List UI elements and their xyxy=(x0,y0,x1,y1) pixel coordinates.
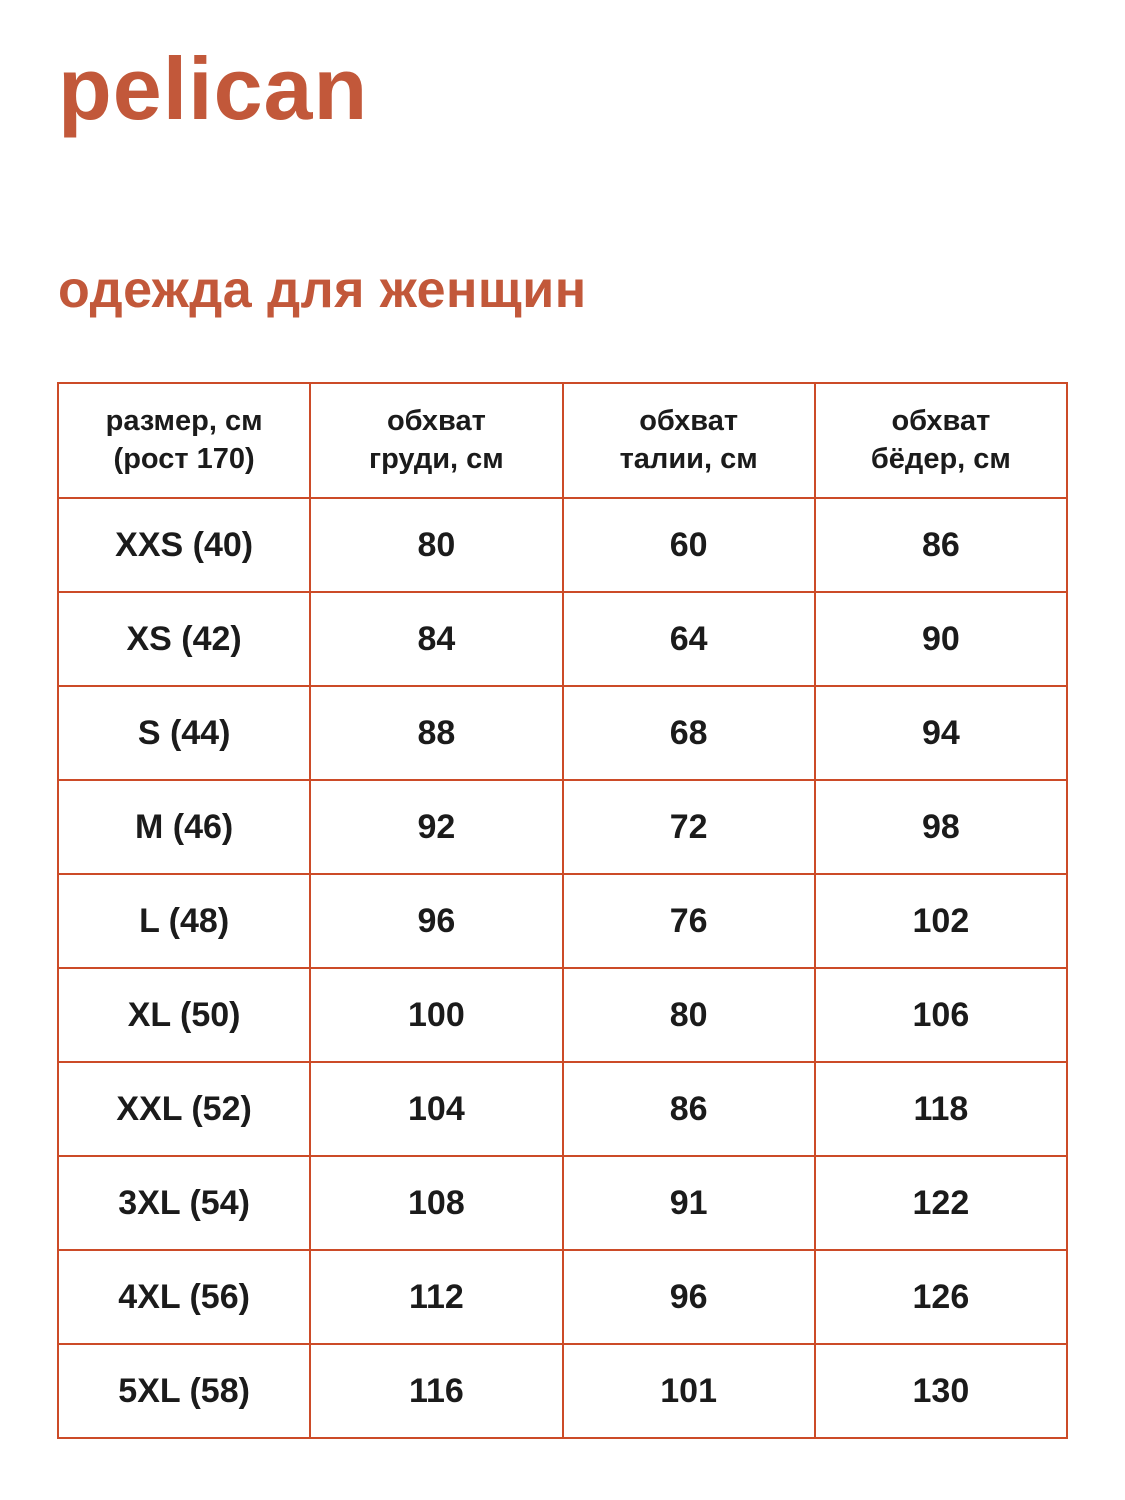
header-hips-line1: обхват xyxy=(891,404,991,437)
cell-waist: 96 xyxy=(563,1250,815,1344)
cell-waist: 86 xyxy=(563,1062,815,1156)
table-row xyxy=(58,1156,1067,1250)
header-chest-line2: груди, см xyxy=(369,442,504,475)
size-table-body xyxy=(58,498,1067,1438)
cell-chest: 80 xyxy=(310,498,562,592)
table-row xyxy=(58,968,1067,1062)
cell-size: S (44) xyxy=(58,686,310,780)
cell-size: 4XL (56) xyxy=(58,1250,310,1344)
header-waist-line1: обхват xyxy=(639,404,739,437)
cell-chest: 104 xyxy=(310,1062,562,1156)
cell-hips: 86 xyxy=(815,498,1067,592)
table-row xyxy=(58,592,1067,686)
header-waist-line2: талии, см xyxy=(619,442,758,475)
cell-hips: 102 xyxy=(815,874,1067,968)
cell-waist: 80 xyxy=(563,968,815,1062)
cell-size: XS (42) xyxy=(58,592,310,686)
cell-size: XXL (52) xyxy=(58,1062,310,1156)
cell-waist: 91 xyxy=(563,1156,815,1250)
cell-waist: 72 xyxy=(563,780,815,874)
cell-chest: 112 xyxy=(310,1250,562,1344)
cell-waist: 101 xyxy=(563,1344,815,1438)
header-chest xyxy=(310,383,562,498)
table-row xyxy=(58,874,1067,968)
cell-hips: 122 xyxy=(815,1156,1067,1250)
cell-size: XXS (40) xyxy=(58,498,310,592)
page-title: одежда для женщин xyxy=(58,261,587,319)
cell-waist: 76 xyxy=(563,874,815,968)
cell-size: M (46) xyxy=(58,780,310,874)
cell-size: XL (50) xyxy=(58,968,310,1062)
brand-logo: pelican xyxy=(58,39,369,138)
cell-size: 3XL (54) xyxy=(58,1156,310,1250)
cell-hips: 130 xyxy=(815,1344,1067,1438)
cell-waist: 64 xyxy=(563,592,815,686)
cell-hips: 98 xyxy=(815,780,1067,874)
cell-chest: 92 xyxy=(310,780,562,874)
header-size-line2: (рост 170) xyxy=(113,442,255,475)
header-chest-line1: обхват xyxy=(386,404,486,437)
table-row xyxy=(58,780,1067,874)
cell-hips: 90 xyxy=(815,592,1067,686)
cell-hips: 118 xyxy=(815,1062,1067,1156)
cell-hips: 126 xyxy=(815,1250,1067,1344)
cell-chest: 96 xyxy=(310,874,562,968)
header-size-line1: размер, см xyxy=(105,404,263,437)
cell-waist: 68 xyxy=(563,686,815,780)
table-row xyxy=(58,498,1067,592)
header-size xyxy=(58,383,310,498)
cell-chest: 88 xyxy=(310,686,562,780)
table-row xyxy=(58,1344,1067,1438)
header-hips xyxy=(815,383,1067,498)
header-hips-line2: бёдер, см xyxy=(870,442,1011,475)
cell-chest: 116 xyxy=(310,1344,562,1438)
table-row xyxy=(58,1062,1067,1156)
table-row xyxy=(58,686,1067,780)
size-table xyxy=(57,382,1068,1439)
size-table-head xyxy=(58,383,1067,498)
cell-waist: 60 xyxy=(563,498,815,592)
cell-hips: 106 xyxy=(815,968,1067,1062)
table-header-row xyxy=(58,383,1067,498)
cell-size: 5XL (58) xyxy=(58,1344,310,1438)
cell-chest: 84 xyxy=(310,592,562,686)
cell-size: L (48) xyxy=(58,874,310,968)
cell-hips: 94 xyxy=(815,686,1067,780)
table-row xyxy=(58,1250,1067,1344)
cell-chest: 108 xyxy=(310,1156,562,1250)
header-waist xyxy=(563,383,815,498)
cell-chest: 100 xyxy=(310,968,562,1062)
